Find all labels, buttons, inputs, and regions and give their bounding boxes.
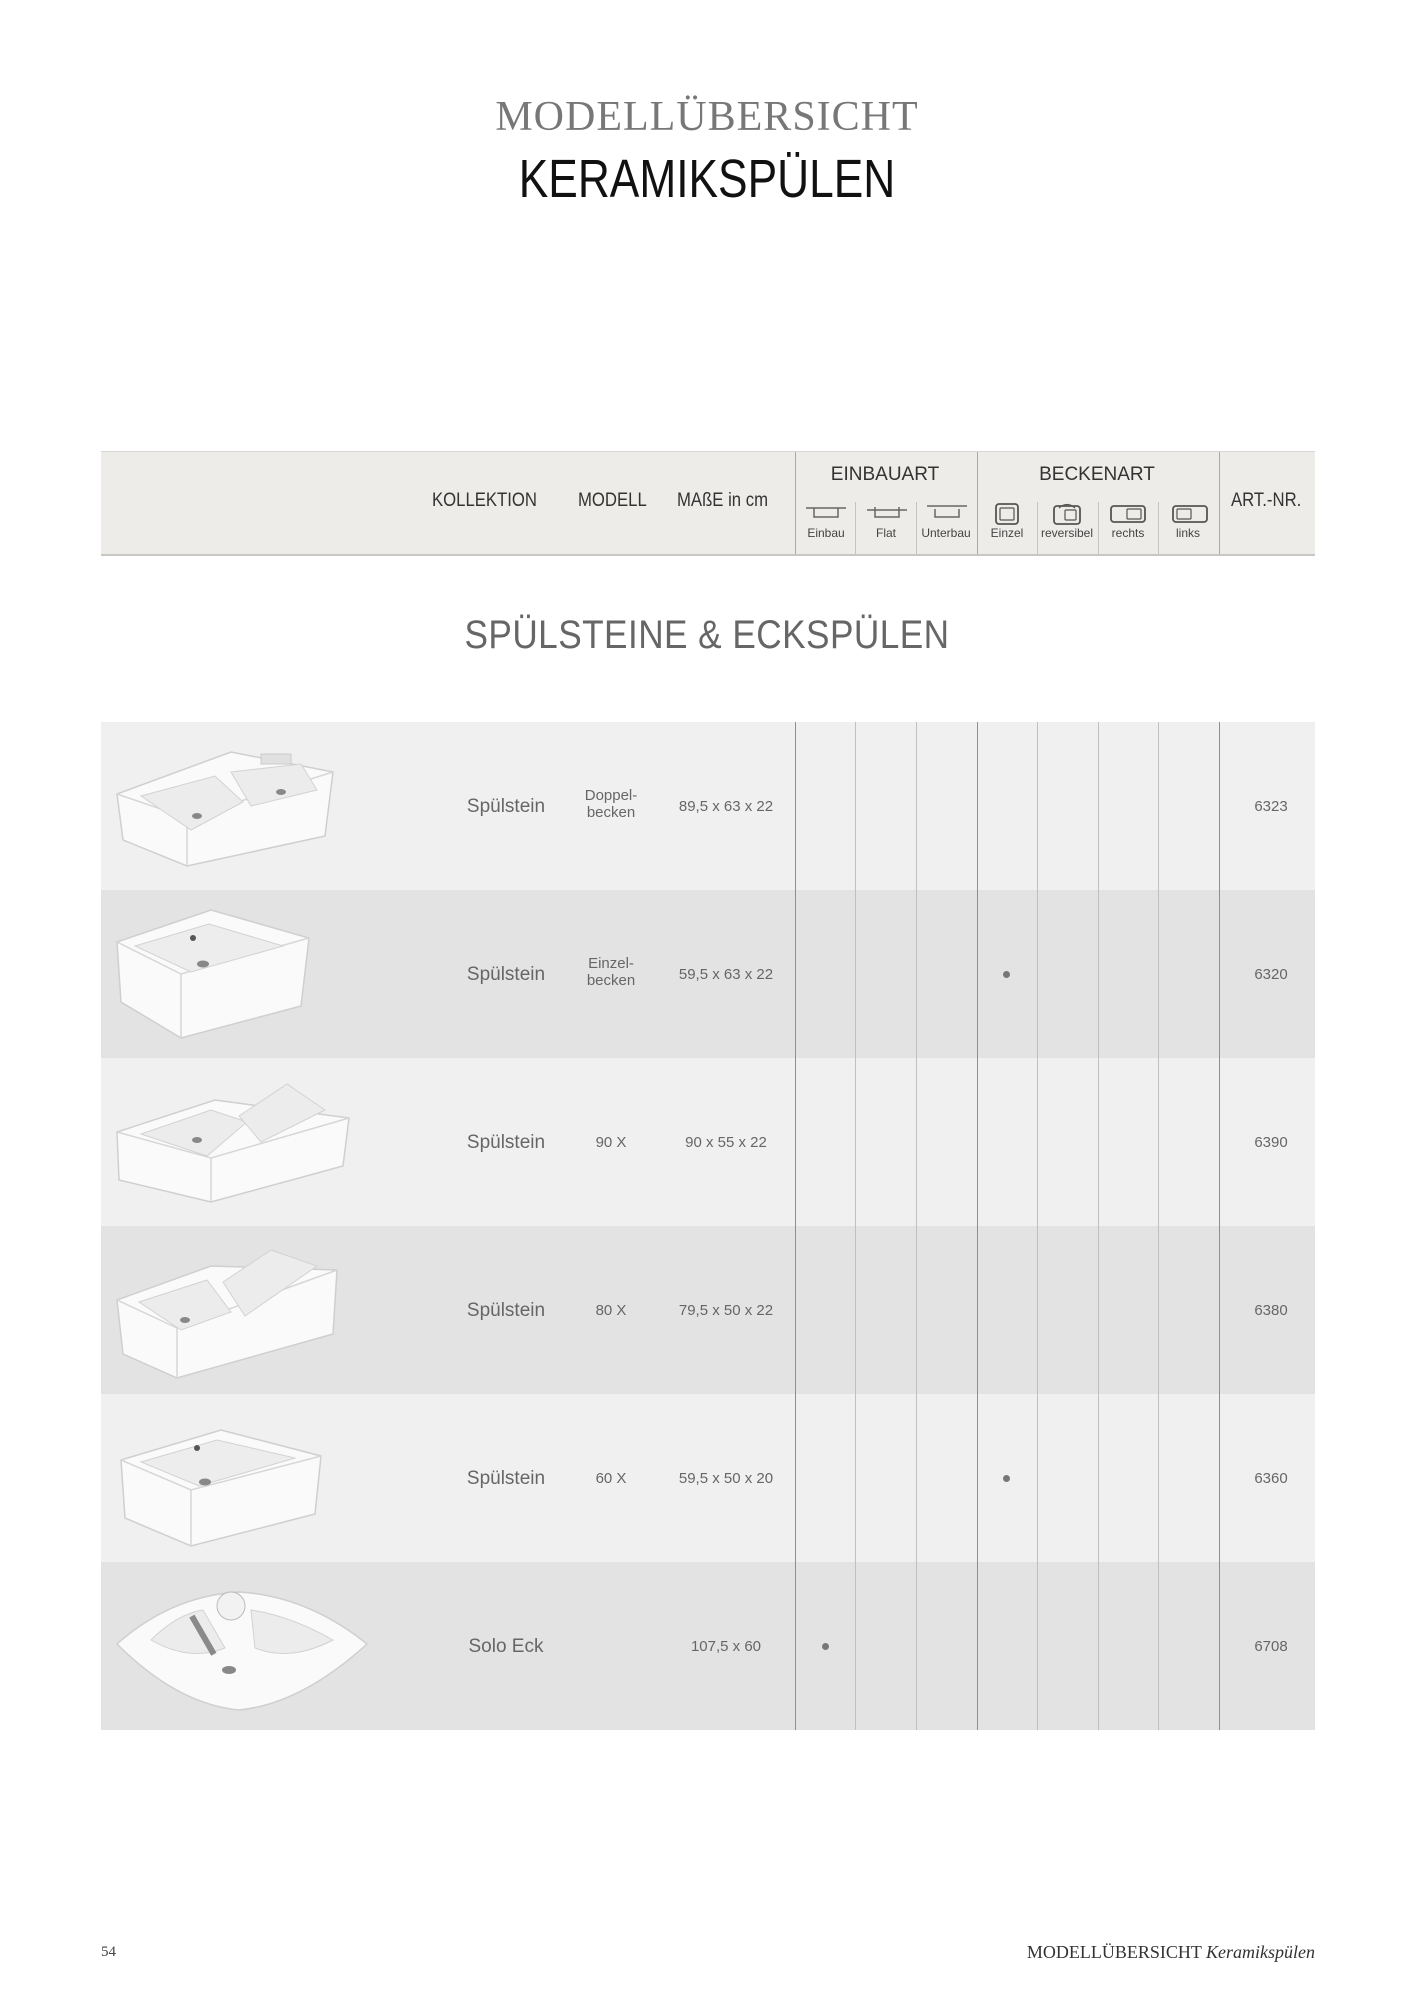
section-title: SPÜLSTEINE & ECKSPÜLEN — [464, 613, 950, 657]
cell-masse: 89,5 x 63 x 22 — [678, 798, 774, 815]
reversibel-icon — [1051, 502, 1083, 526]
sub-links: links — [1175, 526, 1200, 540]
table-row — [101, 1394, 1315, 1562]
sink-90x-image — [111, 1070, 351, 1210]
sink-80x-image — [111, 1238, 351, 1388]
sub-reversibel: reversibel — [1040, 526, 1094, 540]
sub-einzel: Einzel — [990, 526, 1024, 540]
cell-modell: 60 X — [595, 1470, 627, 1487]
cell-artnr: 6708 — [1254, 1638, 1288, 1655]
unterbau-icon — [925, 502, 969, 522]
page-title: KERAMIKSPÜLEN — [518, 149, 896, 209]
einbau-icon — [804, 502, 848, 522]
cell-kollektion: Spülstein — [466, 1132, 546, 1153]
sink-solo-eck-image — [111, 1574, 371, 1724]
table-row — [101, 1562, 1315, 1730]
grid-line — [855, 722, 856, 1730]
grid-line — [916, 722, 917, 1730]
cell-kollektion: Spülstein — [466, 1468, 546, 1489]
table-row — [101, 890, 1315, 1058]
cell-masse: 79,5 x 50 x 22 — [678, 1302, 774, 1319]
sink-60x-image — [111, 1406, 341, 1556]
table-row — [101, 1058, 1315, 1226]
grid-line — [1037, 722, 1038, 1730]
grid-line — [1158, 722, 1159, 1730]
sink-doppelbecken-image — [111, 734, 341, 874]
header-artnr: ART.-NR. — [1231, 490, 1302, 511]
footer-title: MODELLÜBERSICHT Keramikspülen — [1026, 1942, 1315, 1962]
grid-line — [977, 722, 978, 1730]
cell-masse: 107,5 x 60 — [690, 1638, 762, 1655]
table-header — [101, 451, 1315, 556]
cell-modell: 80 X — [595, 1302, 627, 1319]
header-masse: MAßE in cm — [677, 490, 769, 511]
cell-masse: 59,5 x 63 x 22 — [678, 966, 774, 983]
header-kollektion: KOLLEKTION — [432, 490, 538, 511]
sink-einzelbecken-image — [111, 902, 341, 1042]
cell-artnr: 6360 — [1254, 1470, 1288, 1487]
sub-flat: Flat — [875, 526, 896, 540]
cell-masse: 90 x 55 x 22 — [685, 1134, 767, 1151]
links-icon — [1171, 502, 1209, 526]
cell-artnr: 6390 — [1254, 1134, 1288, 1151]
cell-kollektion: Spülstein — [466, 1300, 546, 1321]
sub-rechts: rechts — [1111, 526, 1145, 540]
page-supertitle: MODELLÜBERSICHT — [495, 94, 919, 140]
cell-kollektion: Spülstein — [466, 796, 546, 817]
header-modell: MODELL — [578, 490, 647, 511]
grid-line — [795, 722, 796, 1730]
mark-einzel — [1003, 971, 1010, 978]
header-einbauart: EINBAUART — [830, 464, 940, 485]
mark-einbau — [822, 1643, 829, 1650]
grid-line — [1098, 722, 1099, 1730]
sub-einbau: Einbau — [807, 526, 845, 540]
cell-masse: 59,5 x 50 x 20 — [678, 1470, 774, 1487]
grid-line — [1219, 722, 1220, 1730]
cell-kollektion: Spülstein — [466, 964, 546, 985]
rechts-icon — [1109, 502, 1147, 526]
cell-artnr: 6323 — [1254, 798, 1288, 815]
cell-kollektion: Solo Eck — [468, 1636, 544, 1657]
page-number: 54 — [101, 1944, 116, 1960]
cell-modell: Doppel- becken — [584, 787, 638, 821]
sub-unterbau: Unterbau — [921, 526, 971, 540]
cell-modell: 90 X — [595, 1134, 627, 1151]
cell-artnr: 6320 — [1254, 966, 1288, 983]
einzel-icon — [991, 502, 1023, 526]
flat-icon — [865, 502, 909, 522]
cell-modell: Einzel- becken — [586, 955, 636, 989]
cell-artnr: 6380 — [1254, 1302, 1288, 1319]
table-row — [101, 722, 1315, 890]
mark-einzel — [1003, 1475, 1010, 1482]
table-row — [101, 1226, 1315, 1394]
header-beckenart: BECKENART — [1039, 464, 1155, 485]
